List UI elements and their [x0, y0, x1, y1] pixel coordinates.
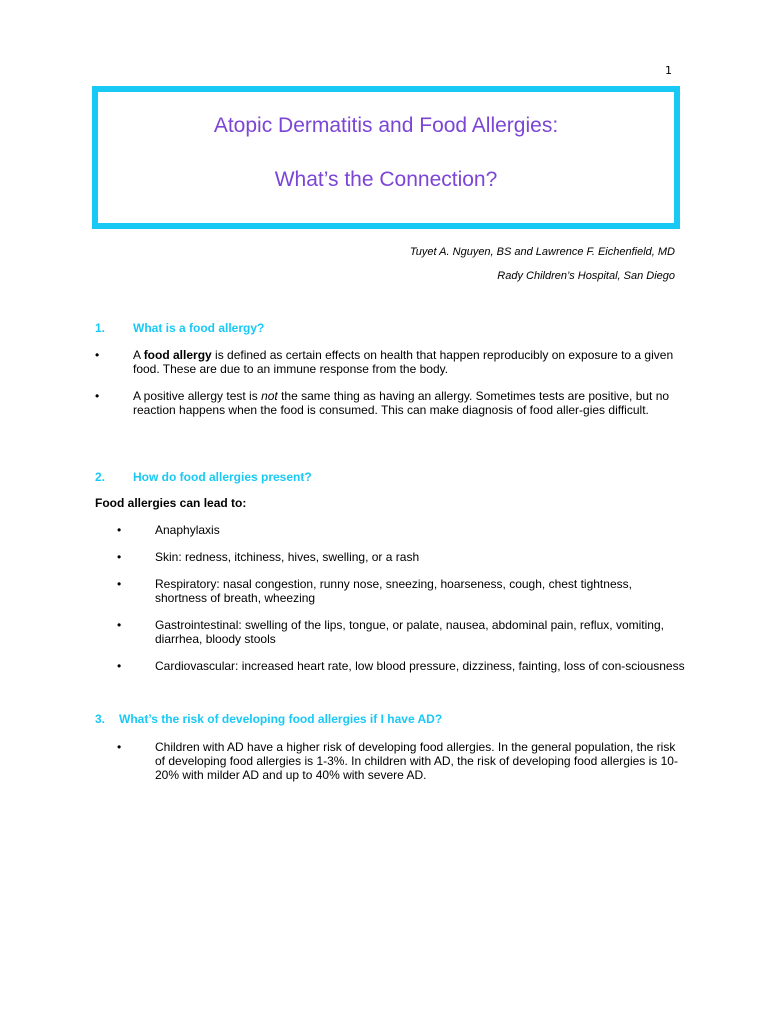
- section-2-subheading: Food allergies can lead to:: [95, 496, 247, 510]
- bullet-text: is defined as certain effects on health that happen reproducibly on exposure to a given food. These are due to an immune response from the body.: [133, 348, 674, 376]
- section-2-number: 2.: [95, 470, 106, 484]
- bullet-text: A positive allergy test is: [133, 389, 262, 403]
- bold-term: food allergy: [143, 348, 212, 362]
- authors: Tuyet A. Nguyen, BS and Lawrence F. Eichenfield, MD: [409, 246, 675, 258]
- section-3-title: What’s the risk of developing food allergies if I have AD?: [119, 712, 443, 726]
- bullet-icon: •: [117, 577, 122, 591]
- italic-term: not: [261, 389, 278, 403]
- list-item-text: Children with AD have a higher risk of developing food allergies. In the general population, the risk of developing food allergies is 1-3%. In children with AD, the risk of developing food allergies is 10-20% with milder AD and up to 40% with severe AD.: [155, 740, 678, 782]
- title-line-2: What’s the Connection?: [274, 168, 498, 191]
- section-1-title: What is a food allergy?: [133, 321, 265, 335]
- page-number: 1: [665, 64, 672, 77]
- bullet-icon: •: [117, 550, 122, 564]
- list-item-text: Gastrointestinal: swelling of the lips, tongue, or palate, nausea, abdominal pain, reflux, vomiting, diarrhea, bloody stools: [155, 618, 664, 646]
- bullet-icon: •: [117, 523, 122, 537]
- section-3-number: 3.: [95, 712, 106, 726]
- bullet-icon: •: [117, 618, 122, 632]
- section-2-title: How do food allergies present?: [133, 470, 312, 484]
- list-item-text: Cardiovascular: increased heart rate, low blood pressure, dizziness, fainting, loss of con-sciousness: [155, 659, 685, 673]
- list-item-text: Respiratory: nasal congestion, runny nose, sneezing, hoarseness, cough, chest tightness, shortness of breath, wheezing: [155, 577, 632, 605]
- bullet-text: A: [133, 348, 144, 362]
- title-box: [92, 86, 680, 229]
- bullet-text: the same thing as having an allergy. Sometimes tests are positive, but no reaction happens when the food is consumed. This can make diagnosis of food aller-gies difficult.: [133, 389, 670, 417]
- section-1-number: 1.: [95, 321, 106, 335]
- list-item-text: Anaphylaxis: [155, 523, 220, 537]
- title-line-1: Atopic Dermatitis and Food Allergies:: [213, 114, 559, 137]
- bullet-icon: •: [95, 389, 100, 403]
- affiliation: Rady Children’s Hospital, San Diego: [497, 270, 675, 282]
- bullet-icon: •: [95, 348, 100, 362]
- list-item-text: Skin: redness, itchiness, hives, swelling, or a rash: [155, 550, 420, 564]
- bullet-icon: •: [117, 740, 122, 754]
- bullet-icon: •: [117, 659, 122, 673]
